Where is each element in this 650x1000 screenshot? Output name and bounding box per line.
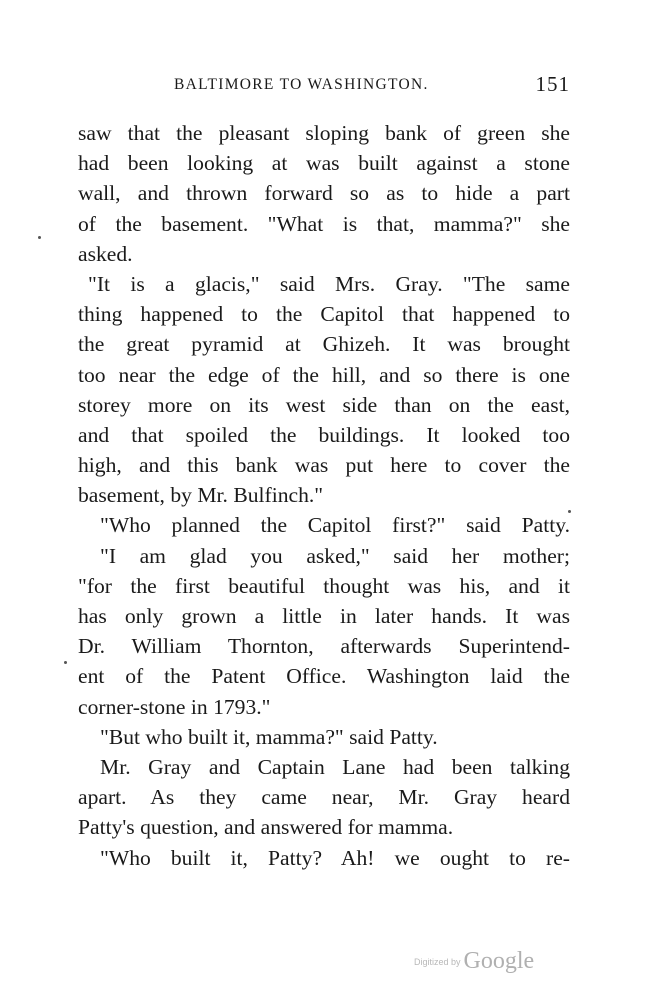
text-line: corner-stone in 1793."	[78, 694, 271, 719]
text-line: too near the edge of the hill, and so there is one	[78, 362, 570, 387]
text-line: Patty's question, and answered for mamma.	[78, 815, 454, 840]
text-line: "I am glad you asked," said her mother;	[100, 543, 570, 568]
text-line: the great pyramid at Ghizeh. It was brought	[78, 332, 570, 357]
text-line: asked.	[78, 241, 133, 266]
text-line: of the basement. "What is that, mamma?" she	[78, 211, 570, 236]
text-line: basement, by Mr. Bulfinch."	[78, 483, 324, 508]
text-line: high, and this bank was put here to cover the	[78, 453, 570, 478]
text-line: and that spoiled the buildings. It looked too	[78, 422, 570, 447]
body-text	[78, 118, 570, 873]
text-line: saw that the pleasant sloping bank of green she	[78, 121, 570, 145]
digitized-watermark	[414, 948, 534, 978]
text-line: thing happened to the Capitol that happened to	[78, 302, 570, 327]
page-number: 151	[535, 72, 570, 96]
text-line: "for the first beautiful thought was his, and it	[78, 573, 570, 598]
print-speck	[38, 236, 41, 239]
print-speck	[64, 661, 67, 664]
text-line: Mr. Gray and Captain Lane had been talking	[100, 754, 570, 779]
google-logo: Google	[463, 948, 535, 974]
text-line: wall, and thrown forward so as to hide a part	[78, 181, 570, 206]
print-speck	[568, 510, 571, 513]
text-line: storey more on its west side than on the east,	[78, 392, 570, 417]
text-line: had been looking at was built against a stone	[78, 151, 570, 176]
text-line: apart. As they came near, Mr. Gray heard	[78, 785, 570, 810]
running-title: BALTIMORE TO WASHINGTON.	[174, 76, 429, 93]
text-line: "Who built it, Patty? Ah! we ought to re-	[100, 845, 570, 870]
running-head	[78, 72, 570, 100]
text-line: "Who planned the Capitol first?" said Patty.	[100, 513, 570, 538]
text-line: ent of the Patent Office. Washington laid the	[78, 664, 570, 689]
text-line: has only grown a little in later hands. It was	[78, 604, 570, 628]
text-line: "It is a glacis," said Mrs. Gray. "The same	[88, 271, 570, 296]
text-line: "But who built it, mamma?" said Patty.	[100, 724, 438, 749]
watermark-prefix: Digitized by	[414, 956, 461, 967]
text-line: Dr. William Thornton, afterwards Superintend-	[78, 634, 570, 659]
